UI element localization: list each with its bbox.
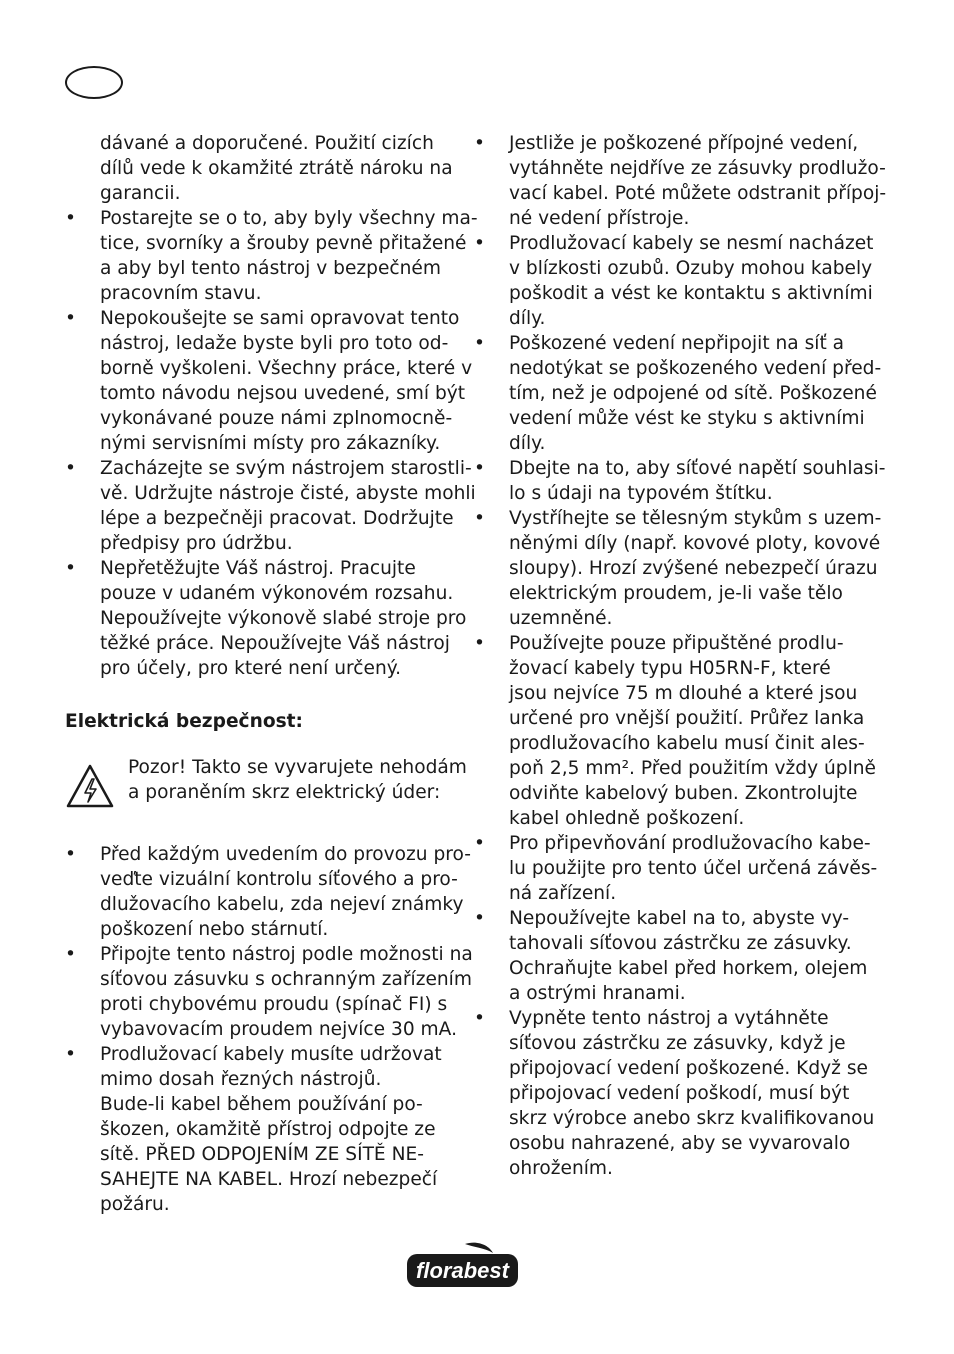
text-line: • Pro připevňování prodlužovacího kabe-	[509, 833, 871, 854]
list-item	[474, 456, 886, 506]
logo-text: florabest	[416, 1258, 509, 1283]
bullet-list	[474, 131, 887, 1181]
text-line: pracovním stavu.	[100, 283, 262, 304]
text-line: • Vystříhejte se tělesným stykům s uzem-	[509, 508, 882, 529]
list-item	[474, 131, 887, 231]
text-line: né vedení přístroje.	[509, 208, 690, 229]
list-item	[474, 1006, 875, 1181]
list-item	[474, 631, 876, 831]
text-line: kabel ohledně poškození.	[509, 808, 745, 829]
text-line: těžké práce. Nepoužívejte Váš nástroj	[100, 633, 450, 654]
text-line: • Nepokoušejte se sami opravovat tento	[100, 308, 460, 329]
text-line: • Nepoužívejte kabel na to, abyste vy-	[509, 908, 850, 929]
continuation-text	[65, 131, 453, 206]
text-line: dílů vede k okamžité ztrátě nároku na	[100, 158, 453, 179]
text-line: připojovací vedení poškozené. Když se	[509, 1058, 868, 1079]
text-line: sloupy). Hrozí zvýšené nebezpečí úrazu	[509, 558, 878, 579]
text-line: pouze v udaném výkonovém rozsahu.	[100, 583, 454, 604]
list-item	[65, 942, 473, 1042]
text-line: veďte vizuální kontrolu síťového a pro-	[100, 869, 458, 890]
text-line: v blízkosti ozubů. Ozuby mohou kabely	[509, 258, 873, 279]
text-line: poškodit a vést ke kontaktu s aktivními	[509, 283, 873, 304]
text-line: ná zařízení.	[509, 883, 617, 904]
text-line: osobu nahrazené, aby se vyvarovalo	[509, 1133, 851, 1154]
text-line: sítě. PŘED ODPOJENÍM ZE SÍTĚ NE-	[100, 1144, 424, 1165]
text-line: • Vypněte tento nástroj a vytáhněte	[509, 1008, 829, 1029]
text-line: mimo dosah řezných nástrojů.	[100, 1069, 382, 1090]
text-line: proti chybovému proudu (spínač FI) s	[100, 994, 448, 1015]
text-line: dávané a doporučené. Použití cizích	[100, 133, 434, 154]
text-line: • Prodlužovací kabely musíte udržovat	[100, 1044, 442, 1065]
list-item	[65, 306, 473, 456]
text-line: žovací kabely typu H05RN-F, které	[509, 658, 831, 679]
text-line: lo s údaji na typovém štítku.	[509, 483, 773, 504]
text-line: díly.	[509, 308, 546, 329]
text-line: poň 2,5 mm². Před použitím vždy úplně	[509, 758, 876, 779]
text-line: škozen, okamžitě přístroj odpojte ze	[100, 1119, 436, 1140]
text-line: ohrožením.	[509, 1158, 613, 1179]
text-line: • Nepřetěžujte Váš nástroj. Pracujte	[100, 558, 416, 579]
electric-warning-icon	[65, 763, 115, 809]
text-line: připojovací vedení poškodí, musí být	[509, 1083, 850, 1104]
text-line: síťovou zásuvku s ochranným zařízením	[100, 969, 472, 990]
list-item	[65, 456, 476, 556]
text-line: • Jestliže je poškozené přípojné vedení,	[509, 133, 859, 154]
text-line: nedotýkat se poškozeného vedení před-	[509, 358, 882, 379]
text-line: vytáhněte nejdříve ze zásuvky prodlužo-	[509, 158, 886, 179]
text-line: • Před každým uvedením do provozu pro-	[100, 844, 471, 865]
text-line: určené pro vnější použití. Průřez lanka	[509, 708, 865, 729]
text-line: vybavovacím proudem nejvíce 30 mA.	[100, 1019, 457, 1040]
language-badge	[65, 66, 123, 99]
florabest-logo	[405, 1241, 520, 1289]
text-line: díly.	[509, 433, 546, 454]
left-column	[65, 131, 478, 1217]
text-line: elektrickým proudem, je-li vaše tělo	[509, 583, 843, 604]
text-line: nými servisními místy pro zákazníky.	[100, 433, 441, 454]
text-line: • Zacházejte se svým nástrojem starostli-	[100, 458, 472, 479]
list-item	[65, 206, 478, 306]
text-line: a aby byl tento nástroj v bezpečném	[100, 258, 441, 279]
text-line: vedení může vést ke styku s aktivními	[509, 408, 865, 429]
text-line: • Používejte pouze připuštěné prodlu-	[509, 633, 844, 654]
list-item	[65, 842, 471, 942]
text-line: • Připojte tento nástroj podle možnosti na	[100, 944, 473, 965]
list-item	[474, 506, 882, 631]
text-line: • Prodlužovací kabely se nesmí nacházet	[509, 233, 874, 254]
text-line: předpisy pro údržbu.	[100, 533, 293, 554]
section-heading: Elektrická bezpečnost:	[65, 711, 303, 732]
text-line: Ochraňujte kabel před horkem, olejem	[509, 958, 868, 979]
text-line: vací kabel. Poté můžete odstranit přípoj-	[509, 183, 887, 204]
text-line: uzemněné.	[509, 608, 613, 629]
list-item	[474, 331, 882, 456]
text-line: Pozor! Takto se vyvarujete nehodám	[128, 757, 467, 778]
text-line: a poraněním skrz elektrický úder:	[128, 782, 441, 803]
text-line: pro účely, pro které není určený.	[100, 658, 401, 679]
text-line: SAHEJTE NA KABEL. Hrozí nebezpečí	[100, 1169, 438, 1190]
text-line: jsou nejvíce 75 m dlouhé a které jsou	[509, 683, 858, 704]
text-line: nástroj, ledaže byste byli pro toto od-	[100, 333, 449, 354]
logo-leaf	[465, 1243, 493, 1253]
text-line: tomto návodu nejsou uvedené, smí být	[100, 383, 466, 404]
right-column	[474, 131, 887, 1181]
text-line: tice, svorníky a šrouby pevně přitažené	[100, 233, 467, 254]
text-line: dlužovacího kabelu, zda nejeví známky	[100, 894, 464, 915]
text-line: skrz výrobce anebo skrz kvalifikovanou	[509, 1108, 875, 1129]
text-line: lu použijte pro tento účel určená závěs-	[509, 858, 878, 879]
bullet-list	[65, 842, 473, 1217]
list-item	[474, 231, 874, 331]
list-item	[65, 556, 467, 681]
text-line: • Poškozené vedení nepřipojit na síť a	[509, 333, 845, 354]
text-line: odviňte kabelový buben. Zkontrolujte	[509, 783, 858, 804]
text-line: vě. Udržujte nástroje čisté, abyste mohli	[100, 483, 476, 504]
text-line: prodlužovacího kabelu musí činit ales-	[509, 733, 865, 754]
text-line: Nepoužívejte výkonově slabé stroje pro	[100, 608, 467, 629]
text-line: něnými díly (např. kovové ploty, kovové	[509, 533, 881, 554]
list-item	[474, 831, 878, 906]
text-line: • Dbejte na to, aby síťové napětí souhlasi-	[509, 458, 886, 479]
text-line: lépe a bezpečněji pracovat. Dodržujte	[100, 508, 454, 529]
warning-text	[128, 755, 467, 805]
list-item	[474, 906, 868, 1006]
text-line: tím, než je odpojené od sítě. Poškozené	[509, 383, 877, 404]
text-line: Bude-li kabel během používání po-	[100, 1094, 423, 1115]
warning-box	[65, 755, 467, 815]
text-line: borně vyškoleni. Všechny práce, které v	[100, 358, 473, 379]
bullet-list	[65, 206, 478, 681]
text-line: požáru.	[100, 1194, 170, 1215]
text-line: poškození nebo stárnutí.	[100, 919, 329, 940]
text-line: • Postarejte se o to, aby byly všechny ma-	[100, 208, 478, 229]
text-line: síťovou zástrčku ze zásuvky, když je	[509, 1033, 846, 1054]
list-item	[65, 1042, 450, 1217]
text-line: a ostrými hranami.	[509, 983, 686, 1004]
text-line: garancii.	[100, 183, 181, 204]
text-line: vykonávané pouze námi zplnomocně-	[100, 408, 453, 429]
text-line: tahovali síťovou zástrčku ze zásuvky.	[509, 933, 852, 954]
